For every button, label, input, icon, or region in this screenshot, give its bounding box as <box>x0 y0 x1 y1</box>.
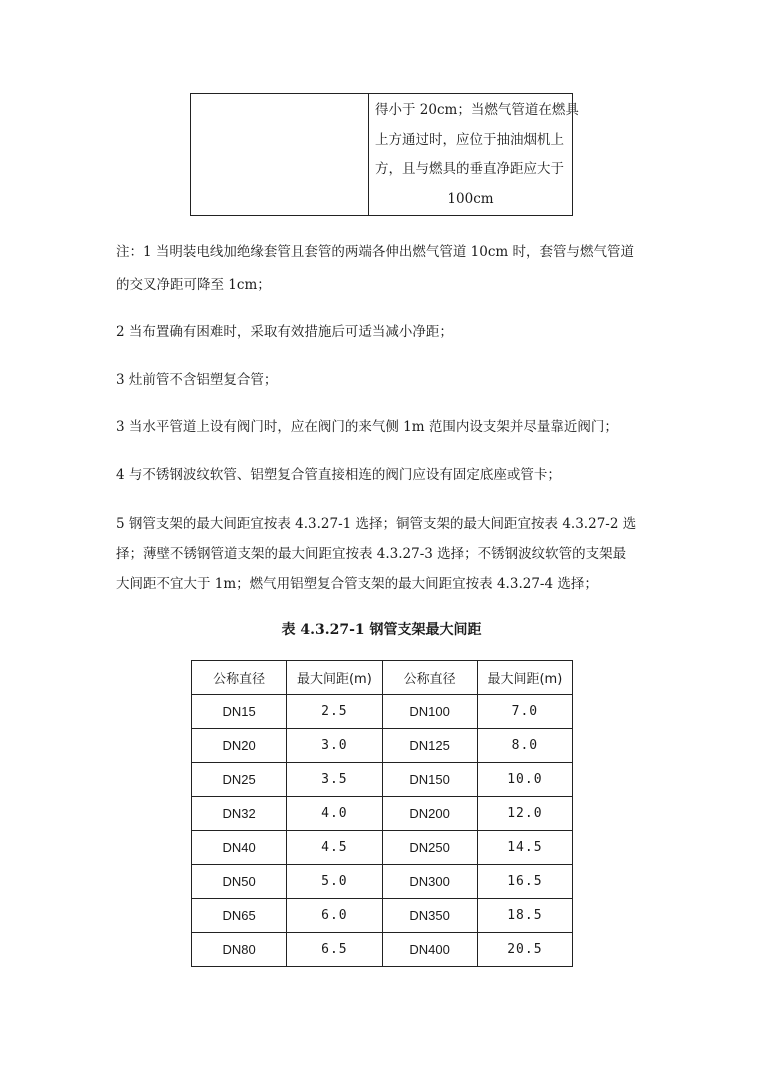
cell-spacing: 4.5 <box>287 831 382 865</box>
note-line: 的交叉净距可降至 1cm； <box>116 277 271 293</box>
header-nominal-diameter: 公称直径 <box>382 661 477 695</box>
cell-spacing: 4.0 <box>287 797 382 831</box>
table-row <box>192 933 573 967</box>
table-row <box>192 729 573 763</box>
table-row <box>192 797 573 831</box>
cell-diameter: DN350 <box>382 899 477 933</box>
table-row <box>192 831 573 865</box>
cell-spacing: 18.5 <box>477 899 572 933</box>
cell-diameter: DN125 <box>382 729 477 763</box>
continuation-line: 方，且与燃具的垂直净距应大于 <box>375 161 564 177</box>
note-line: 大间距不宜大于 1m；燃气用铝塑复合管支架的最大间距宜按表 4.3.27-4 选择； <box>116 576 598 592</box>
cell-diameter: DN100 <box>382 695 477 729</box>
cell-spacing: 16.5 <box>477 865 572 899</box>
table-row <box>192 899 573 933</box>
cell-spacing: 14.5 <box>477 831 572 865</box>
continuation-line: 上方通过时，应位于抽油烟机上 <box>375 131 564 148</box>
note-line: 注：1 当明装电线加绝缘套管且套管的两端各伸出燃气管道 10cm 时，套管与燃气管道 <box>116 244 635 260</box>
table-row <box>192 695 573 729</box>
continuation-line: 得小于 20cm；当燃气管道在燃具 <box>375 102 579 118</box>
cell-spacing: 6.5 <box>287 933 382 967</box>
cell-spacing: 6.0 <box>287 899 382 933</box>
continuation-line: 100cm <box>447 190 494 207</box>
note-line: 5 钢管支架的最大间距宜按表 4.3.27-1 选择；铜管支架的最大间距宜按表 4.3.27-2 选 <box>116 516 637 532</box>
cell-spacing: 20.5 <box>477 933 572 967</box>
table-header-row <box>192 661 573 695</box>
header-nominal-diameter: 公称直径 <box>192 661 287 695</box>
cell-spacing: 3.5 <box>287 763 382 797</box>
cell-diameter: DN250 <box>382 831 477 865</box>
continuation-empty-cell <box>191 94 369 216</box>
note-line: 3 灶前管不含铝塑复合管； <box>116 372 278 388</box>
cell-diameter: DN65 <box>192 899 287 933</box>
cell-spacing: 8.0 <box>477 729 572 763</box>
cell-diameter: DN32 <box>192 797 287 831</box>
cell-spacing: 3.0 <box>287 729 382 763</box>
table-row <box>192 763 573 797</box>
continuation-text-cell <box>369 94 579 216</box>
table-caption: 表 4.3.27-1 钢管支架最大间距 <box>281 622 482 638</box>
cell-spacing: 7.0 <box>477 695 572 729</box>
cell-diameter: DN150 <box>382 763 477 797</box>
note-line: 择；薄壁不锈钢管道支架的最大间距宜按表 4.3.27-3 选择；不锈钢波纹软管的支架最 <box>116 546 627 562</box>
cell-diameter: DN15 <box>192 695 287 729</box>
table-row <box>192 865 573 899</box>
note-line: 2 当布置确有困难时，采取有效措施后可适当减小净距； <box>116 324 453 340</box>
cell-diameter: DN40 <box>192 831 287 865</box>
header-max-spacing: 最大间距(m) <box>287 661 382 695</box>
cell-diameter: DN400 <box>382 933 477 967</box>
cell-diameter: DN80 <box>192 933 287 967</box>
steel-pipe-support-spacing-table <box>191 660 573 967</box>
cell-diameter: DN25 <box>192 763 287 797</box>
cell-diameter: DN20 <box>192 729 287 763</box>
note-line: 3 当水平管道上设有阀门时，应在阀门的来气侧 1m 范围内设支架并尽量靠近阀门； <box>116 419 618 435</box>
cell-spacing: 5.0 <box>287 865 382 899</box>
cell-diameter: DN300 <box>382 865 477 899</box>
cell-spacing: 12.0 <box>477 797 572 831</box>
continuation-table <box>190 93 579 216</box>
cell-diameter: DN50 <box>192 865 287 899</box>
cell-diameter: DN200 <box>382 797 477 831</box>
header-max-spacing: 最大间距(m) <box>477 661 572 695</box>
cell-spacing: 10.0 <box>477 763 572 797</box>
continuation-row <box>191 94 573 216</box>
cell-spacing: 2.5 <box>287 695 382 729</box>
note-line: 4 与不锈钢波纹软管、铝塑复合管直接相连的阀门应设有固定底座或管卡； <box>116 467 561 483</box>
